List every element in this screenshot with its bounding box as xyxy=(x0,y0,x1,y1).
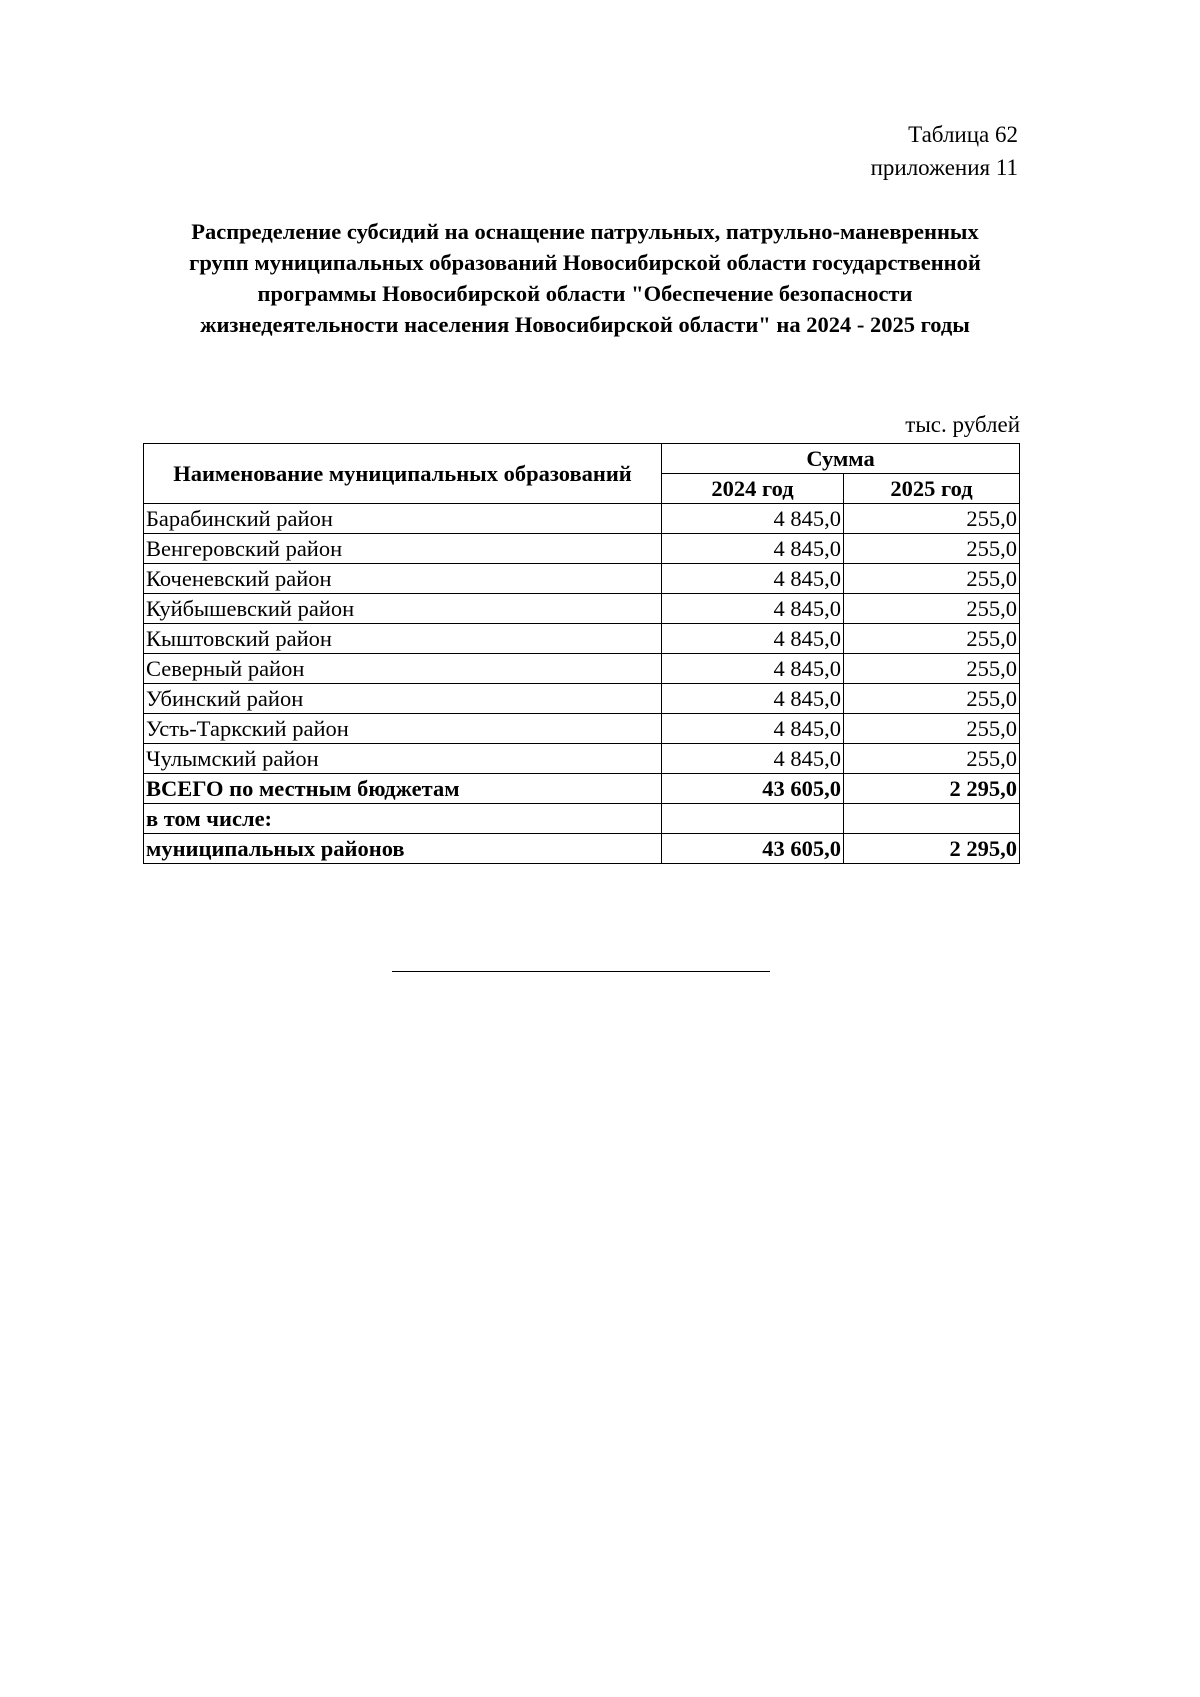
table-row xyxy=(144,504,1020,534)
district-name: Коченевский район xyxy=(144,564,662,594)
title-line-1: Распределение субсидий на оснащение патрульных, патрульно-маневренных xyxy=(191,219,979,244)
amount-2025: 255,0 xyxy=(844,594,1020,624)
amount-2024: 4 845,0 xyxy=(662,654,844,684)
district-name: Чулымский район xyxy=(144,744,662,774)
amount-2024: 4 845,0 xyxy=(662,624,844,654)
column-header-name: Наименование муниципальных образований xyxy=(144,444,662,504)
amount-2025: 255,0 xyxy=(844,744,1020,774)
document-title xyxy=(140,216,1030,340)
table-row xyxy=(144,654,1020,684)
district-name: Барабинский район xyxy=(144,504,662,534)
including-2025 xyxy=(844,804,1020,834)
amount-2024: 4 845,0 xyxy=(662,504,844,534)
table-number: Таблица 62 xyxy=(908,122,1018,147)
amount-2024: 4 845,0 xyxy=(662,684,844,714)
district-name: Убинский район xyxy=(144,684,662,714)
title-line-4: жизнедеятельности населения Новосибирской области" на 2024 - 2025 годы xyxy=(200,312,970,337)
amount-2025: 255,0 xyxy=(844,624,1020,654)
municipal-label: муниципальных районов xyxy=(144,834,662,864)
district-name: Венгеровский район xyxy=(144,534,662,564)
district-name: Северный район xyxy=(144,654,662,684)
municipal-2024: 43 605,0 xyxy=(662,834,844,864)
amount-2024: 4 845,0 xyxy=(662,564,844,594)
amount-2025: 255,0 xyxy=(844,534,1020,564)
table-row xyxy=(144,564,1020,594)
municipal-row xyxy=(144,834,1020,864)
table-row xyxy=(144,594,1020,624)
district-name: Усть-Таркский район xyxy=(144,714,662,744)
including-2024 xyxy=(662,804,844,834)
amount-2024: 4 845,0 xyxy=(662,594,844,624)
table-row xyxy=(144,624,1020,654)
column-header-2025: 2025 год xyxy=(844,474,1020,504)
district-name: Куйбышевский район xyxy=(144,594,662,624)
table-row xyxy=(144,684,1020,714)
amount-2025: 255,0 xyxy=(844,564,1020,594)
including-label: в том числе: xyxy=(144,804,662,834)
amount-2025: 255,0 xyxy=(844,654,1020,684)
total-2024: 43 605,0 xyxy=(662,774,844,804)
table-row xyxy=(144,534,1020,564)
amount-2024: 4 845,0 xyxy=(662,534,844,564)
municipal-2025: 2 295,0 xyxy=(844,834,1020,864)
district-name: Кыштовский район xyxy=(144,624,662,654)
amount-2024: 4 845,0 xyxy=(662,744,844,774)
total-row xyxy=(144,774,1020,804)
column-header-sum: Сумма xyxy=(662,444,1020,474)
total-label: ВСЕГО по местным бюджетам xyxy=(144,774,662,804)
subsidy-table xyxy=(143,443,1020,864)
including-row xyxy=(144,804,1020,834)
amount-2025: 255,0 xyxy=(844,714,1020,744)
total-2025: 2 295,0 xyxy=(844,774,1020,804)
column-header-2024: 2024 год xyxy=(662,474,844,504)
unit-label: тыс. рублей xyxy=(905,412,1020,437)
amount-2025: 255,0 xyxy=(844,684,1020,714)
amount-2025: 255,0 xyxy=(844,504,1020,534)
appendix-number: приложения 11 xyxy=(870,155,1018,180)
title-line-3: программы Новосибирской области "Обеспечение безопасности xyxy=(257,281,913,306)
table-row xyxy=(144,714,1020,744)
table-row xyxy=(144,744,1020,774)
table-reference xyxy=(871,118,1018,184)
title-line-2: групп муниципальных образований Новосибирской области государственной xyxy=(189,250,981,275)
amount-2024: 4 845,0 xyxy=(662,714,844,744)
end-divider xyxy=(392,971,770,972)
